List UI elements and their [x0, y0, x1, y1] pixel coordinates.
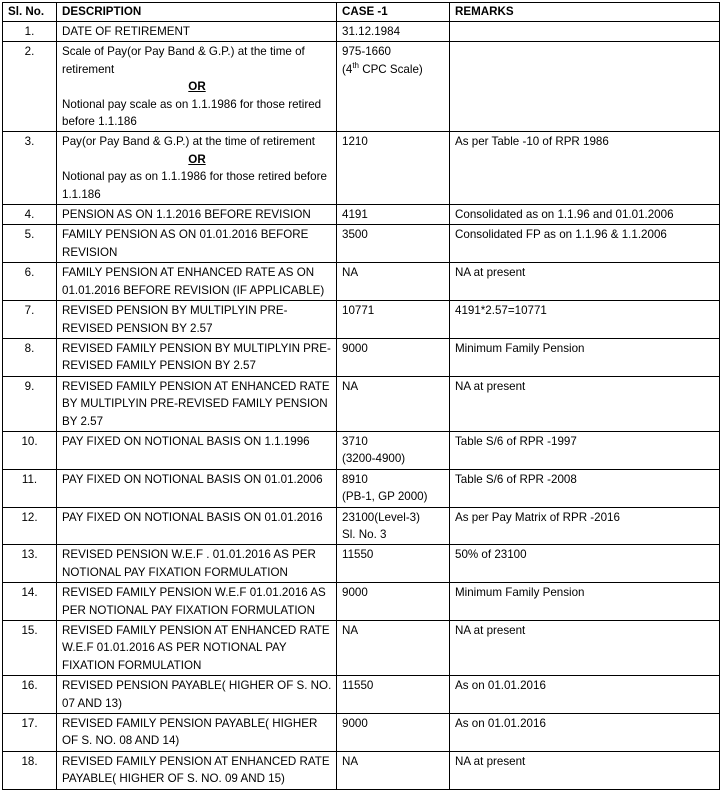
remarks-cell: NA at present — [450, 751, 720, 789]
case-cell: NA — [337, 263, 450, 301]
case-value: 8910 — [342, 472, 368, 486]
header-sl-no: Sl. No. — [3, 3, 57, 22]
table-row — [3, 132, 720, 205]
description-cell: REVISED FAMILY PENSION AT ENHANCED RATE BY MULTIPLYIN PRE-REVISED FAMILY PENSION BY 2.57 — [57, 376, 337, 431]
description-primary: Pay(or Pay Band & G.P.) at the time of retirement — [62, 135, 316, 149]
sl-no-cell: 11. — [3, 469, 57, 507]
description-primary: Scale of Pay(or Pay Band & G.P.) at the time of retirement — [62, 45, 305, 76]
case-cell: 1210 — [337, 132, 450, 205]
remarks-cell: Table S/6 of RPR -1997 — [450, 431, 720, 469]
table-row — [3, 751, 720, 789]
table-row — [3, 507, 720, 545]
header-description: DESCRIPTION — [57, 3, 337, 22]
remarks-cell: 4191*2.57=10771 — [450, 301, 720, 339]
case-value: 3710 — [342, 434, 368, 448]
description-cell: REVISED PENSION BY MULTIPLYIN PRE-REVISED PENSION BY 2.57 — [57, 301, 337, 339]
table-row — [3, 714, 720, 752]
sl-no-cell: 9. — [3, 376, 57, 431]
sl-no-cell: 16. — [3, 676, 57, 714]
sl-no-cell: 8. — [3, 338, 57, 376]
table-row — [3, 338, 720, 376]
description-cell: REVISED FAMILY PENSION AT ENHANCED RATE W.E.F 01.01.2016 AS PER NOTIONAL PAY FIXATION FORMULATION — [57, 621, 337, 676]
case-cell: 11550 — [337, 545, 450, 583]
case-note: (PB-1, GP 2000) — [342, 490, 428, 504]
sl-no-cell: 13. — [3, 545, 57, 583]
header-case: CASE -1 — [337, 3, 450, 22]
sl-no-cell: 12. — [3, 507, 57, 545]
case-note-superscript: th — [352, 60, 359, 70]
remarks-cell: NA at present — [450, 376, 720, 431]
sl-no-cell: 6. — [3, 263, 57, 301]
remarks-cell: As per Pay Matrix of RPR -2016 — [450, 507, 720, 545]
description-alternate: Notional pay scale as on 1.1.1986 for those retired before 1.1.186 — [62, 97, 322, 129]
sl-no-cell: 15. — [3, 621, 57, 676]
sl-no-cell: 2. — [3, 42, 57, 132]
remarks-cell: Consolidated as on 1.1.96 and 01.01.2006 — [450, 205, 720, 225]
case-cell — [337, 507, 450, 545]
remarks-cell: 50% of 23100 — [450, 545, 720, 583]
description-cell: PAY FIXED ON NOTIONAL BASIS ON 01.01.2006 — [57, 469, 337, 507]
remarks-cell — [450, 22, 720, 42]
remarks-cell: Minimum Family Pension — [450, 338, 720, 376]
table-row — [3, 301, 720, 339]
remarks-cell: Table S/6 of RPR -2008 — [450, 469, 720, 507]
description-alternate: Notional pay as on 1.1.1986 for those retired before 1.1.186 — [62, 170, 327, 201]
case-cell: 9000 — [337, 714, 450, 752]
table-row — [3, 42, 720, 132]
or-separator: OR — [188, 80, 206, 94]
description-cell: FAMILY PENSION AT ENHANCED RATE AS ON 01.01.2016 BEFORE REVISION (IF APPLICABLE) — [57, 263, 337, 301]
table-row — [3, 376, 720, 431]
table-row — [3, 469, 720, 507]
case-note: (3200-4900) — [342, 452, 406, 466]
table-row — [3, 263, 720, 301]
case-note-prefix: (4 — [342, 62, 353, 76]
case-cell: NA — [337, 621, 450, 676]
sl-no-cell: 14. — [3, 583, 57, 621]
case-note: Sl. No. 3 — [342, 527, 387, 541]
table-row — [3, 676, 720, 714]
pension-revision-table — [2, 2, 720, 790]
table-row — [3, 205, 720, 225]
case-value: 975-1660 — [342, 45, 391, 59]
description-cell: REVISED FAMILY PENSION W.E.F 01.01.2016 AS PER NOTIONAL PAY FIXATION FORMULATION — [57, 583, 337, 621]
description-cell — [57, 132, 337, 205]
remarks-cell: As on 01.01.2016 — [450, 676, 720, 714]
header-remarks: REMARKS — [450, 3, 720, 22]
description-cell: REVISED FAMILY PENSION PAYABLE( HIGHER OF S. NO. 08 AND 14) — [57, 714, 337, 752]
description-cell: REVISED FAMILY PENSION AT ENHANCED RATE PAYABLE( HIGHER OF S. NO. 09 AND 15) — [57, 751, 337, 789]
table-row — [3, 431, 720, 469]
or-separator: OR — [188, 152, 206, 166]
case-note-suffix: CPC Scale) — [358, 62, 423, 76]
sl-no-cell: 17. — [3, 714, 57, 752]
description-cell — [57, 42, 337, 132]
case-cell — [337, 42, 450, 132]
description-cell: PENSION AS ON 1.1.2016 BEFORE REVISION — [57, 205, 337, 225]
sl-no-cell: 18. — [3, 751, 57, 789]
description-cell: REVISED PENSION PAYABLE( HIGHER OF S. NO. 07 AND 13) — [57, 676, 337, 714]
sl-no-cell: 1. — [3, 22, 57, 42]
remarks-cell: NA at present — [450, 621, 720, 676]
description-cell: REVISED FAMILY PENSION BY MULTIPLYIN PRE-REVISED FAMILY PENSION BY 2.57 — [57, 338, 337, 376]
case-cell: 10771 — [337, 301, 450, 339]
case-cell — [337, 469, 450, 507]
case-note — [342, 61, 445, 78]
table-row — [3, 22, 720, 42]
case-value: 23100(Level-3) — [342, 510, 420, 524]
remarks-cell: As on 01.01.2016 — [450, 714, 720, 752]
case-cell — [337, 431, 450, 469]
sl-no-cell: 7. — [3, 301, 57, 339]
case-cell: 3500 — [337, 225, 450, 263]
description-cell: PAY FIXED ON NOTIONAL BASIS ON 01.01.2016 — [57, 507, 337, 545]
table-row — [3, 583, 720, 621]
remarks-cell: Minimum Family Pension — [450, 583, 720, 621]
case-cell: NA — [337, 376, 450, 431]
case-cell: 4191 — [337, 205, 450, 225]
sl-no-cell: 3. — [3, 132, 57, 205]
description-cell: REVISED PENSION W.E.F . 01.01.2016 AS PER NOTIONAL PAY FIXATION FORMULATION — [57, 545, 337, 583]
table-row — [3, 225, 720, 263]
remarks-cell — [450, 42, 720, 132]
header-row — [3, 3, 720, 22]
table-row — [3, 621, 720, 676]
case-cell: 11550 — [337, 676, 450, 714]
case-cell: NA — [337, 751, 450, 789]
sl-no-cell: 4. — [3, 205, 57, 225]
remarks-cell: NA at present — [450, 263, 720, 301]
case-cell: 9000 — [337, 583, 450, 621]
sl-no-cell: 10. — [3, 431, 57, 469]
case-cell: 9000 — [337, 338, 450, 376]
sl-no-cell: 5. — [3, 225, 57, 263]
remarks-cell: As per Table -10 of RPR 1986 — [450, 132, 720, 205]
case-cell: 31.12.1984 — [337, 22, 450, 42]
description-cell: DATE OF RETIREMENT — [57, 22, 337, 42]
description-cell: FAMILY PENSION AS ON 01.01.2016 BEFORE REVISION — [57, 225, 337, 263]
table-row — [3, 545, 720, 583]
remarks-cell: Consolidated FP as on 1.1.96 & 1.1.2006 — [450, 225, 720, 263]
description-cell: PAY FIXED ON NOTIONAL BASIS ON 1.1.1996 — [57, 431, 337, 469]
